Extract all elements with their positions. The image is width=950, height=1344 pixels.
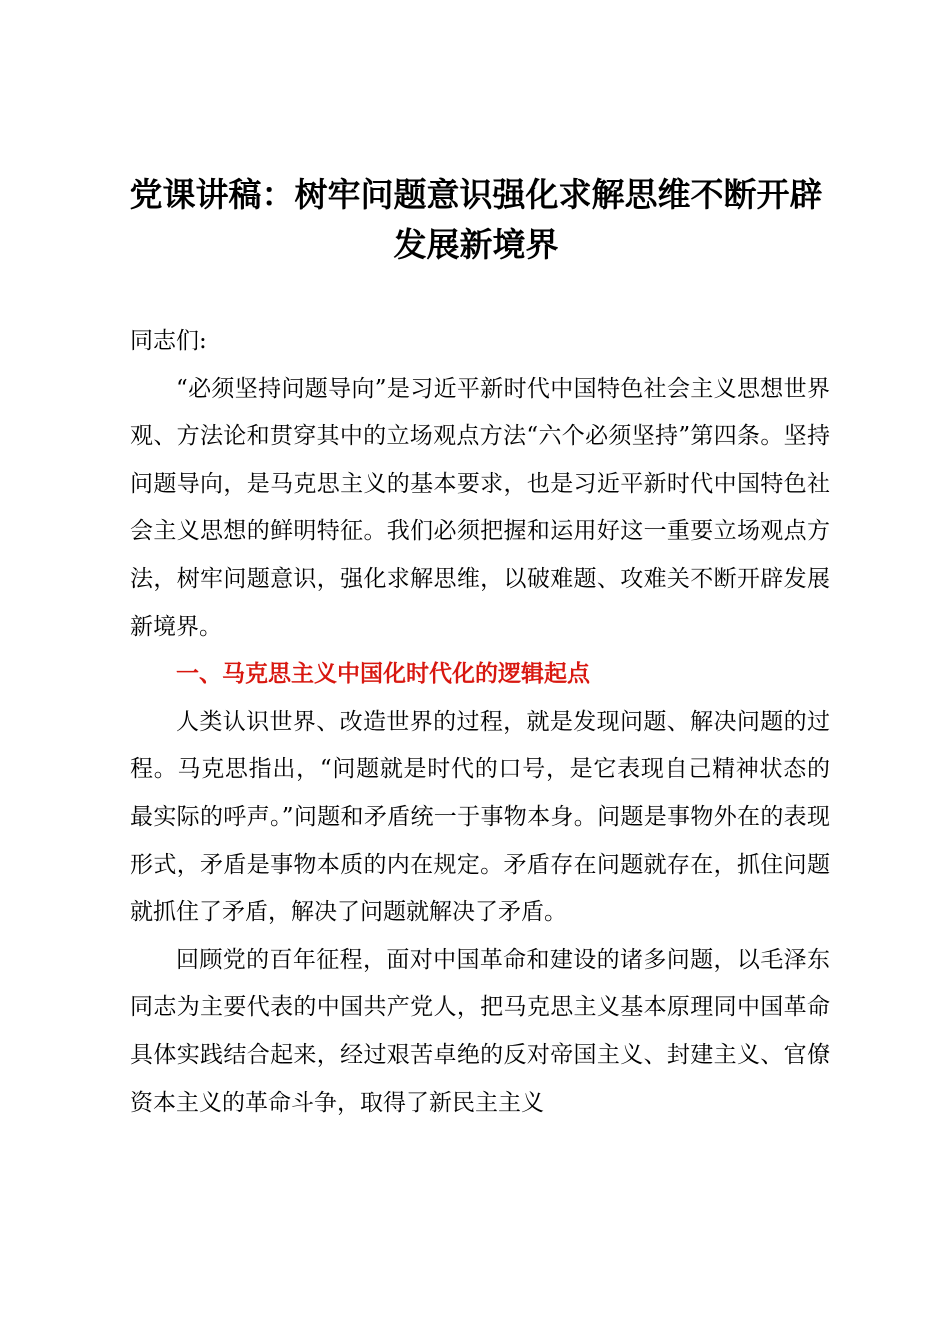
section-heading-1: 一、马克思主义中国化时代化的逻辑起点 (176, 661, 590, 688)
document-body (130, 318, 830, 1127)
paragraph-section1-a: 人类认识世界、改造世界的过程，就是发现问题、解决问题的过程。马克思指出，“问题就是时代的口号，是它表现自己精神状态的最实际的呼声。”问题和矛盾统一于事物本身。问题是事物外在的表现形式，矛盾是事物本质的内在规定。矛盾存在问题就存在，抓住问题就抓住了矛盾，解决了问题就解决了矛盾。 (130, 708, 830, 926)
greeting: 同志们: (130, 328, 207, 354)
document-title: 党课讲稿：树牢问题意识强化求解思维不断开辟发展新境界 (129, 175, 823, 264)
paragraph-intro: “必须坚持问题导向”是习近平新时代中国特色社会主义思想世界观、方法论和贯穿其中的立场观点方法“六个必须坚持”第四条。坚持问题导向，是马克思主义的基本要求，也是习近平新时代中国特色社会主义思想的鲜明特征。我们必须把握和运用好这一重要立场观点方法，树牢问题意识，强化求解思维，以破难题、攻难关不断开辟发展新境界。 (130, 375, 830, 640)
paragraph-section1-b: 回顾党的百年征程，面对中国革命和建设的诸多问题，以毛泽东同志为主要代表的中国共产党人，把马克思主义基本原理同中国革命具体实践结合起来，经过艰苦卓绝的反对帝国主义、封建主义、官僚资本主义的革命斗争，取得了新民主主义 (130, 946, 830, 1116)
